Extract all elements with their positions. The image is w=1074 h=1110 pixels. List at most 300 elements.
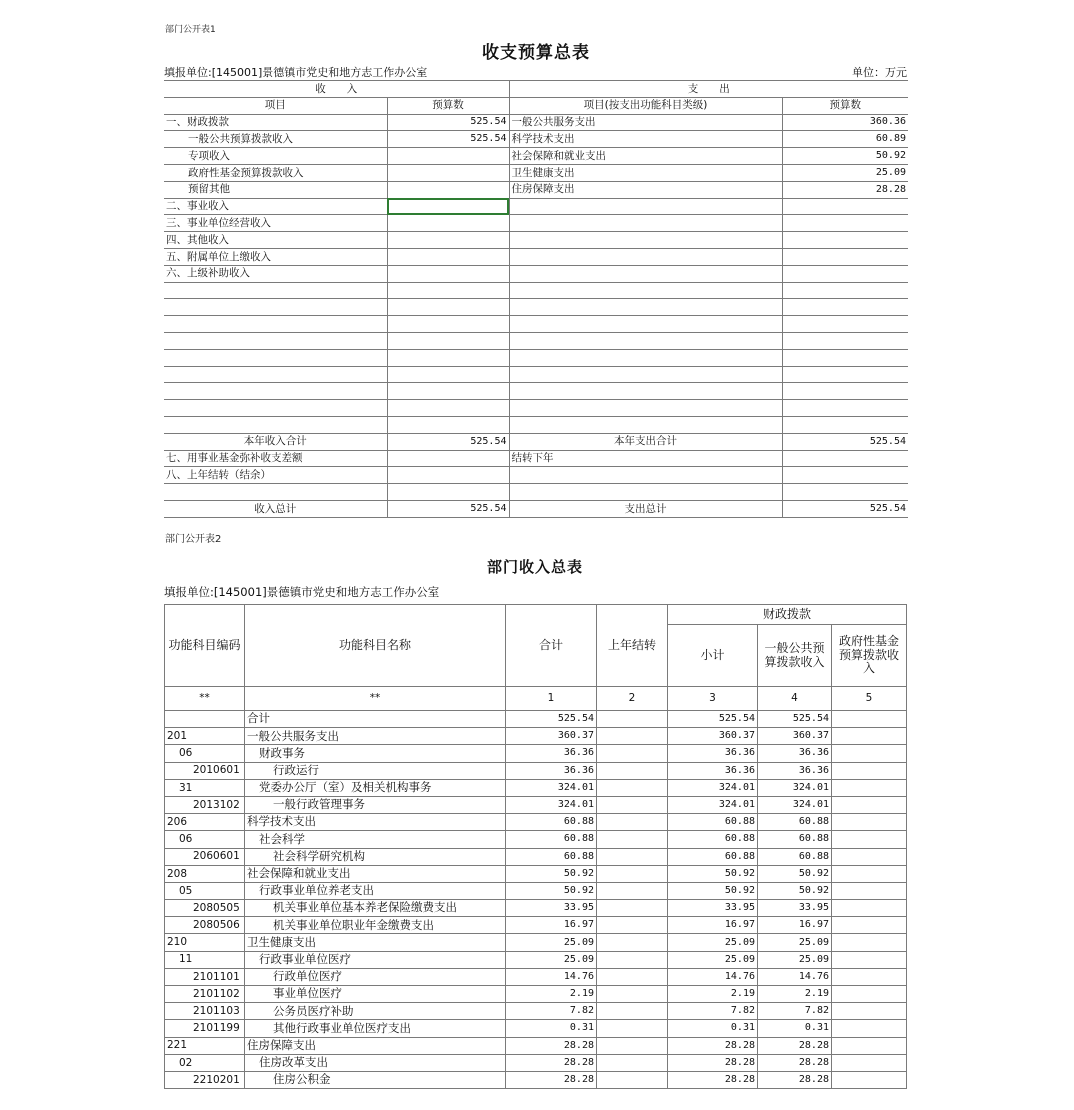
expense-value[interactable]: 525.54: [782, 500, 908, 517]
index-cell: **: [245, 687, 506, 711]
total-value: 25.09: [506, 951, 597, 968]
table1-row: [164, 383, 908, 400]
subtotal-value: 25.09: [668, 951, 758, 968]
expense-item: 结转下年: [509, 450, 782, 467]
expense-value[interactable]: 60.89: [782, 131, 908, 148]
table2-row: [165, 1003, 907, 1020]
table2-row: [165, 728, 907, 745]
budget-summary-table: [164, 80, 908, 518]
expense-item: [509, 198, 782, 215]
expense-item: [509, 484, 782, 501]
col-code: 功能科目编码: [165, 605, 245, 687]
subtotal-value: 525.54: [668, 711, 758, 728]
income-value[interactable]: [387, 484, 509, 501]
table1-row: [164, 265, 908, 282]
col-name: 功能科目名称: [245, 605, 506, 687]
carry-value: [597, 882, 668, 899]
col-expense-item: 项目(按支出功能科目类级): [509, 97, 782, 114]
table2-row: [165, 796, 907, 813]
function-code: 2060601: [165, 848, 245, 865]
income-header: 收 入: [164, 81, 509, 98]
general-value: 525.54: [758, 711, 832, 728]
income-value[interactable]: [387, 248, 509, 265]
fund-value: [832, 1003, 907, 1020]
expense-item: [509, 416, 782, 433]
function-code: 2080505: [165, 900, 245, 917]
function-name: 科学技术支出: [245, 814, 506, 831]
carry-value: [597, 728, 668, 745]
subtotal-value: 7.82: [668, 1003, 758, 1020]
expense-value[interactable]: [782, 400, 908, 417]
income-value[interactable]: [387, 383, 509, 400]
table2-row: [165, 917, 907, 934]
carry-value: [597, 1071, 668, 1088]
function-name: 党委办公厅（室）及相关机构事务: [245, 779, 506, 796]
expense-header: 支 出: [509, 81, 908, 98]
table1-row: [164, 332, 908, 349]
general-value: 324.01: [758, 779, 832, 796]
total-value: 0.31: [506, 1020, 597, 1037]
income-value[interactable]: [387, 450, 509, 467]
function-name: 住房保障支出: [245, 1037, 506, 1054]
function-name: 住房公积金: [245, 1071, 506, 1088]
income-value[interactable]: [387, 232, 509, 249]
income-item: [164, 383, 387, 400]
index-cell: 3: [668, 687, 758, 711]
function-code: 2101199: [165, 1020, 245, 1037]
income-item: 四、其他收入: [164, 232, 387, 249]
carry-value: [597, 848, 668, 865]
income-item: [164, 299, 387, 316]
income-value[interactable]: [387, 416, 509, 433]
table2-row: [165, 934, 907, 951]
function-code: 2010601: [165, 762, 245, 779]
total-value: 324.01: [506, 796, 597, 813]
fund-value: [832, 1054, 907, 1071]
general-value: 50.92: [758, 882, 832, 899]
fund-value: [832, 934, 907, 951]
table1-row: [164, 282, 908, 299]
income-value[interactable]: [387, 299, 509, 316]
income-item: [164, 400, 387, 417]
fund-value: [832, 711, 907, 728]
function-name: 公务员医疗补助: [245, 1003, 506, 1020]
table2-row: [165, 968, 907, 985]
table2-unit-label: 填报单位:[145001]景德镇市党史和地方志工作办公室: [164, 585, 440, 599]
carry-value: [597, 951, 668, 968]
income-value[interactable]: 525.54: [387, 433, 509, 450]
carry-value: [597, 865, 668, 882]
fund-value: [832, 848, 907, 865]
table2-row: [165, 865, 907, 882]
expense-item: [509, 332, 782, 349]
function-name: 合计: [245, 711, 506, 728]
fund-value: [832, 1071, 907, 1088]
table1-row: [164, 215, 908, 232]
subtotal-value: 36.36: [668, 762, 758, 779]
function-code: 208: [165, 865, 245, 882]
income-value[interactable]: [387, 366, 509, 383]
income-value[interactable]: [387, 332, 509, 349]
table2-row: [165, 882, 907, 899]
general-value: 28.28: [758, 1071, 832, 1088]
function-name: 一般行政管理事务: [245, 796, 506, 813]
general-value: 16.97: [758, 917, 832, 934]
table1-row: [164, 366, 908, 383]
table2-row: [165, 1020, 907, 1037]
index-cell: 4: [758, 687, 832, 711]
expense-item: [509, 467, 782, 484]
general-value: 28.28: [758, 1037, 832, 1054]
expense-item: 支出总计: [509, 500, 782, 517]
general-value: 36.36: [758, 762, 832, 779]
index-cell: 2: [597, 687, 668, 711]
col-fund: 政府性基金预算拨款收入: [832, 625, 907, 687]
table1-row: [164, 500, 908, 517]
general-value: 33.95: [758, 900, 832, 917]
carry-value: [597, 762, 668, 779]
expense-item: 本年支出合计: [509, 433, 782, 450]
table2-index-row: [165, 687, 907, 711]
carry-value: [597, 831, 668, 848]
table1-row: [164, 433, 908, 450]
function-name: 事业单位医疗: [245, 986, 506, 1003]
subtotal-value: 28.28: [668, 1054, 758, 1071]
income-item: 一般公共预算拨款收入: [164, 131, 387, 148]
total-value: 25.09: [506, 934, 597, 951]
fund-value: [832, 814, 907, 831]
function-name: 其他行政事业单位医疗支出: [245, 1020, 506, 1037]
table2-row: [165, 779, 907, 796]
income-item: 本年收入合计: [164, 433, 387, 450]
income-item: [164, 332, 387, 349]
total-value: 50.92: [506, 865, 597, 882]
subtotal-value: 14.76: [668, 968, 758, 985]
expense-item: [509, 248, 782, 265]
carry-value: [597, 796, 668, 813]
table1-row: [164, 181, 908, 198]
carry-value: [597, 917, 668, 934]
income-item: [164, 366, 387, 383]
general-value: 60.88: [758, 814, 832, 831]
function-code: 221: [165, 1037, 245, 1054]
expense-value[interactable]: [782, 282, 908, 299]
department-income-table: [164, 604, 907, 1089]
expense-item: 卫生健康支出: [509, 164, 782, 181]
table2-row: [165, 951, 907, 968]
table2-row: [165, 1071, 907, 1088]
income-item: 五、附属单位上缴收入: [164, 248, 387, 265]
col-carry: 上年结转: [597, 605, 668, 687]
expense-item: [509, 366, 782, 383]
carry-value: [597, 1020, 668, 1037]
subtotal-value: 28.28: [668, 1037, 758, 1054]
income-value[interactable]: [387, 349, 509, 366]
general-value: 14.76: [758, 968, 832, 985]
fund-value: [832, 900, 907, 917]
fund-value: [832, 968, 907, 985]
function-code: 206: [165, 814, 245, 831]
table2-row: [165, 814, 907, 831]
total-value: 324.01: [506, 779, 597, 796]
expense-value[interactable]: [782, 349, 908, 366]
table1-row: [164, 400, 908, 417]
function-name: 行政事业单位医疗: [245, 951, 506, 968]
income-value[interactable]: [387, 467, 509, 484]
fund-value: [832, 1037, 907, 1054]
total-value: 36.36: [506, 762, 597, 779]
index-cell: **: [165, 687, 245, 711]
income-value[interactable]: [387, 400, 509, 417]
total-value: 525.54: [506, 711, 597, 728]
table2-row: [165, 986, 907, 1003]
total-value: 50.92: [506, 882, 597, 899]
general-value: 50.92: [758, 865, 832, 882]
subtotal-value: 36.36: [668, 745, 758, 762]
table2-row: [165, 900, 907, 917]
table1-row: [164, 198, 908, 215]
general-value: 2.19: [758, 986, 832, 1003]
expense-value[interactable]: [782, 215, 908, 232]
function-name: 住房改革支出: [245, 1054, 506, 1071]
subtotal-value: 33.95: [668, 900, 758, 917]
function-name: 行政运行: [245, 762, 506, 779]
expense-item: 社会保障和就业支出: [509, 148, 782, 165]
income-value[interactable]: [387, 265, 509, 282]
subtotal-value: 0.31: [668, 1020, 758, 1037]
table1-row: [164, 131, 908, 148]
total-value: 28.28: [506, 1071, 597, 1088]
total-value: 33.95: [506, 900, 597, 917]
expense-value[interactable]: 28.28: [782, 181, 908, 198]
function-code: 2101102: [165, 986, 245, 1003]
table1-row: [164, 416, 908, 433]
table2-row: [165, 1037, 907, 1054]
total-value: 60.88: [506, 848, 597, 865]
income-item: 预留其他: [164, 181, 387, 198]
table1-column-header-row: [164, 97, 908, 114]
carry-value: [597, 934, 668, 951]
carry-value: [597, 1054, 668, 1071]
expense-item: [509, 232, 782, 249]
expense-value[interactable]: 25.09: [782, 164, 908, 181]
function-name: 卫生健康支出: [245, 934, 506, 951]
total-value: 7.82: [506, 1003, 597, 1020]
expense-item: [509, 299, 782, 316]
general-value: 360.37: [758, 728, 832, 745]
table1-title: 收支预算总表: [482, 43, 590, 63]
income-item: 政府性基金预算拨款收入: [164, 164, 387, 181]
table2-header-row-1: [165, 605, 907, 625]
function-name: 机关事业单位职业年金缴费支出: [245, 917, 506, 934]
subtotal-value: 50.92: [668, 865, 758, 882]
income-item: [164, 316, 387, 333]
expense-item: [509, 265, 782, 282]
general-value: 36.36: [758, 745, 832, 762]
expense-item: [509, 215, 782, 232]
expense-value[interactable]: [782, 232, 908, 249]
function-code: [165, 711, 245, 728]
expense-value[interactable]: 525.54: [782, 433, 908, 450]
function-code: 2101101: [165, 968, 245, 985]
expense-item: 一般公共服务支出: [509, 114, 782, 131]
general-value: 60.88: [758, 831, 832, 848]
expense-value[interactable]: [782, 467, 908, 484]
table1-row: [164, 450, 908, 467]
general-value: 28.28: [758, 1054, 832, 1071]
total-value: 14.76: [506, 968, 597, 985]
function-code: 2080506: [165, 917, 245, 934]
function-code: 06: [165, 831, 245, 848]
carry-value: [597, 1003, 668, 1020]
function-code: 2013102: [165, 796, 245, 813]
income-item: 三、事业单位经营收入: [164, 215, 387, 232]
function-code: 05: [165, 882, 245, 899]
function-name: 行政事业单位养老支出: [245, 882, 506, 899]
fund-value: [832, 762, 907, 779]
income-value[interactable]: [387, 316, 509, 333]
income-item: [164, 484, 387, 501]
table1-section-header-row: [164, 81, 908, 98]
income-value[interactable]: [387, 198, 509, 215]
fund-value: [832, 865, 907, 882]
col-total: 合计: [506, 605, 597, 687]
income-item: [164, 349, 387, 366]
subtotal-value: 360.37: [668, 728, 758, 745]
total-value: 28.28: [506, 1054, 597, 1071]
income-item: 一、财政拨款: [164, 114, 387, 131]
col-expense-budget: 预算数: [782, 97, 908, 114]
carry-value: [597, 986, 668, 1003]
expense-value[interactable]: [782, 383, 908, 400]
table1-unit-label: 填报单位:[145001]景德镇市党史和地方志工作办公室: [164, 66, 428, 79]
table1-unit-right: 单位：万元: [852, 66, 907, 79]
table2-row: [165, 848, 907, 865]
expense-value[interactable]: [782, 248, 908, 265]
carry-value: [597, 711, 668, 728]
expense-value[interactable]: 360.36: [782, 114, 908, 131]
col-fiscal: 财政拨款: [668, 605, 907, 625]
table1-row: [164, 349, 908, 366]
carry-value: [597, 745, 668, 762]
subtotal-value: 2.19: [668, 986, 758, 1003]
carry-value: [597, 968, 668, 985]
total-value: 36.36: [506, 745, 597, 762]
function-code: 2101103: [165, 1003, 245, 1020]
carry-value: [597, 1037, 668, 1054]
general-value: 25.09: [758, 951, 832, 968]
subtotal-value: 28.28: [668, 1071, 758, 1088]
income-value[interactable]: [387, 164, 509, 181]
total-value: 28.28: [506, 1037, 597, 1054]
expense-value[interactable]: [782, 299, 908, 316]
fund-value: [832, 917, 907, 934]
fund-value: [832, 831, 907, 848]
subtotal-value: 324.01: [668, 796, 758, 813]
income-value[interactable]: 525.54: [387, 114, 509, 131]
expense-value[interactable]: [782, 265, 908, 282]
expense-item: 科学技术支出: [509, 131, 782, 148]
subtotal-value: 25.09: [668, 934, 758, 951]
fund-value: [832, 728, 907, 745]
fund-value: [832, 882, 907, 899]
function-code: 06: [165, 745, 245, 762]
function-code: 31: [165, 779, 245, 796]
function-name: 行政单位医疗: [245, 968, 506, 985]
table2-row: [165, 1054, 907, 1071]
expense-value[interactable]: [782, 366, 908, 383]
expense-value[interactable]: [782, 450, 908, 467]
index-cell: 5: [832, 687, 907, 711]
expense-item: [509, 400, 782, 417]
general-value: 60.88: [758, 848, 832, 865]
table1-row: [164, 164, 908, 181]
fund-value: [832, 986, 907, 1003]
income-item: 专项收入: [164, 148, 387, 165]
table2-row: [165, 745, 907, 762]
fund-value: [832, 1020, 907, 1037]
fund-value: [832, 779, 907, 796]
col-subtotal: 小计: [668, 625, 758, 687]
subtotal-value: 60.88: [668, 848, 758, 865]
expense-value[interactable]: [782, 332, 908, 349]
col-income-budget: 预算数: [387, 97, 509, 114]
function-name: 社会保障和就业支出: [245, 865, 506, 882]
table1-row: [164, 232, 908, 249]
income-value[interactable]: [387, 215, 509, 232]
expense-item: 住房保障支出: [509, 181, 782, 198]
expense-value[interactable]: [782, 316, 908, 333]
expense-value[interactable]: [782, 416, 908, 433]
income-item: [164, 282, 387, 299]
income-item: 七、用事业基金弥补收支差额: [164, 450, 387, 467]
income-value[interactable]: 525.54: [387, 131, 509, 148]
expense-value[interactable]: [782, 198, 908, 215]
carry-value: [597, 900, 668, 917]
total-value: 60.88: [506, 831, 597, 848]
function-name: 社会科学研究机构: [245, 848, 506, 865]
general-value: 0.31: [758, 1020, 832, 1037]
general-value: 7.82: [758, 1003, 832, 1020]
income-item: 收入总计: [164, 500, 387, 517]
income-item: 二、事业收入: [164, 198, 387, 215]
table1-row: [164, 467, 908, 484]
income-item: 六、上级补助收入: [164, 265, 387, 282]
table1-row: [164, 484, 908, 501]
general-value: 25.09: [758, 934, 832, 951]
function-code: 210: [165, 934, 245, 951]
carry-value: [597, 779, 668, 796]
subtotal-value: 60.88: [668, 831, 758, 848]
income-value[interactable]: [387, 181, 509, 198]
income-value[interactable]: [387, 148, 509, 165]
function-code: 02: [165, 1054, 245, 1071]
function-code: 2210201: [165, 1071, 245, 1088]
expense-item: [509, 383, 782, 400]
expense-item: [509, 316, 782, 333]
function-code: 11: [165, 951, 245, 968]
expense-value[interactable]: 50.92: [782, 148, 908, 165]
expense-value[interactable]: [782, 484, 908, 501]
income-value[interactable]: [387, 282, 509, 299]
subtotal-value: 50.92: [668, 882, 758, 899]
income-value[interactable]: 525.54: [387, 500, 509, 517]
function-name: 财政事务: [245, 745, 506, 762]
table1-row: [164, 248, 908, 265]
function-code: 201: [165, 728, 245, 745]
table1-row: [164, 148, 908, 165]
fund-value: [832, 951, 907, 968]
